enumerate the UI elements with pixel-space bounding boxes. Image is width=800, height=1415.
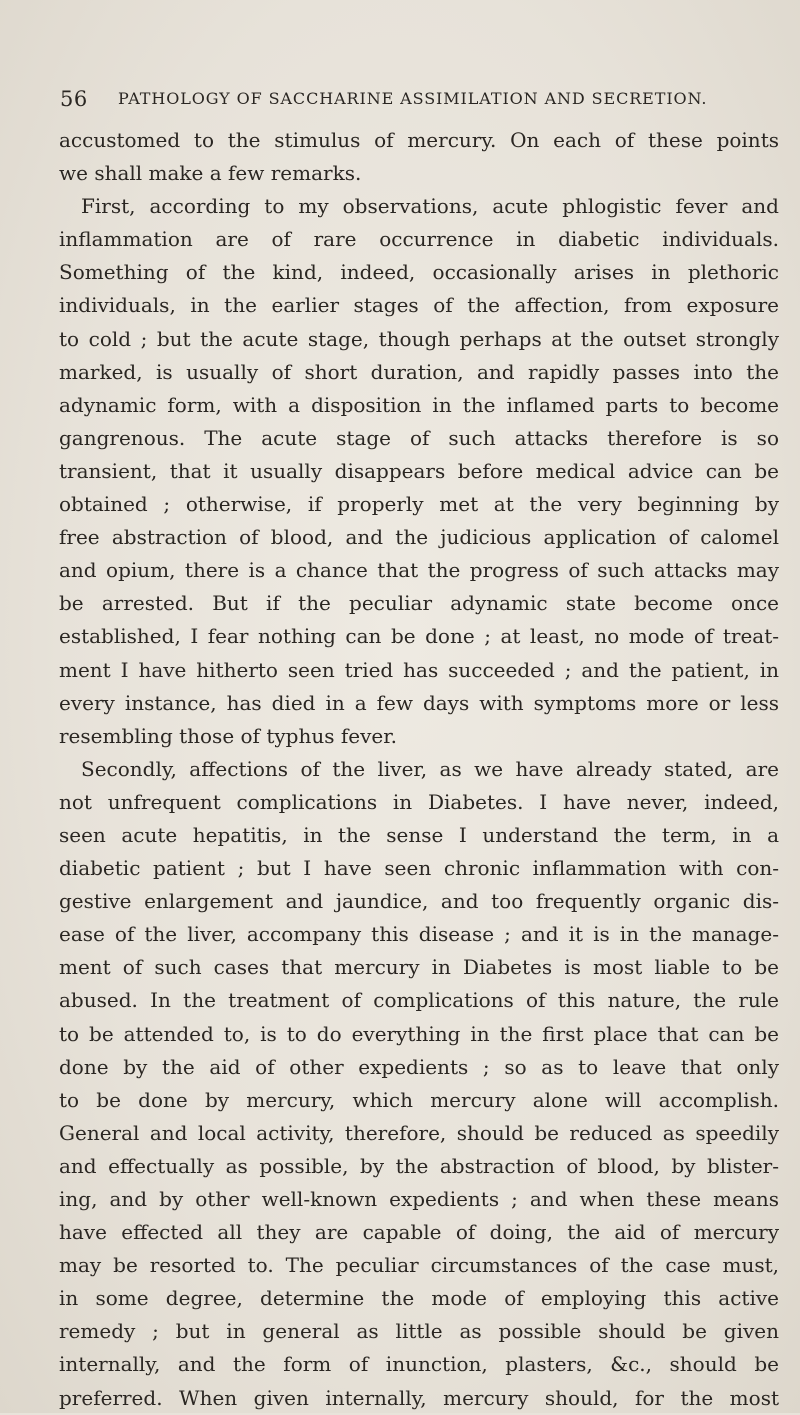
text-line: to cold ; but the acute stage, though perhaps at the outset strongly: [59, 326, 779, 351]
text-line: have effected all they are capable of doing, the aid of mercury: [59, 1220, 779, 1245]
text-line: First, according to my observations, acute phlogistic fever and: [81, 194, 779, 219]
text-line: General and local activity, therefore, should be reduced as speedily: [59, 1120, 779, 1145]
text-line: accustomed to the stimulus of mercury. On each of these points: [59, 128, 779, 152]
text-line: marked, is usually of short duration, and rapidly passes into the: [59, 359, 779, 384]
text-line: ment I have hitherto seen tried has succeeded ; and the patient, in: [59, 657, 779, 682]
running-title: PATHOLOGY OF SACCHARINE ASSIMILATION AND SECRETION.: [118, 89, 708, 108]
text-line: and opium, there is a chance that the progress of such attacks may: [59, 558, 779, 583]
text-line: individuals, in the earlier stages of the affection, from exposure: [59, 293, 779, 318]
text-line: and effectually as possible, by the abstraction of blood, by blister-: [59, 1153, 779, 1178]
text-line: in some degree, determine the mode of employing this active: [59, 1286, 779, 1311]
text-line: seen acute hepatitis, in the sense I understand the term, in a: [59, 822, 779, 847]
text-line: remedy ; but in general as little as possible should be given: [59, 1319, 779, 1344]
text-line: ing, and by other well-known expedients ; and when these means: [59, 1187, 779, 1211]
text-line: diabetic patient ; but I have seen chronic inflammation with con-: [59, 856, 779, 881]
text-line: Secondly, affections of the liver, as we have already stated, are: [81, 756, 779, 781]
text-line: to be done by mercury, which mercury alone will accomplish.: [59, 1087, 779, 1112]
text-line: obtained ; otherwise, if properly met at the very beginning by: [59, 492, 779, 517]
text-line: adynamic form, with a disposition in the inflamed parts to become: [59, 392, 779, 417]
text-line: to be attended to, is to do everything in the first place that can be: [59, 1021, 779, 1046]
text-line: Something of the kind, indeed, occasionally arises in plethoric: [59, 260, 779, 285]
text-line: internally, and the form of inunction, plasters, &c., should be: [59, 1352, 779, 1377]
text-line: transient, that it usually disappears before medical advice can be: [59, 458, 779, 483]
text-line: established, I fear nothing can be done ; at least, no mode of treat-: [59, 624, 779, 649]
text-line: ment of such cases that mercury in Diabetes is most liable to be: [59, 955, 779, 980]
text-line: be arrested. But if the peculiar adynamic state become once: [59, 591, 779, 616]
page-number: 56: [60, 87, 88, 111]
text-line: done by the aid of other expedients ; so as to leave that only: [59, 1054, 779, 1079]
text-line: we shall make a few remarks.: [59, 161, 362, 186]
text-line: preferred. When given internally, mercury should, for the most: [59, 1385, 779, 1410]
body-text: [59, 124, 779, 1415]
text-line: may be resorted to. The peculiar circumstances of the case must,: [59, 1253, 779, 1278]
text-line: gangrenous. The acute stage of such attacks therefore is so: [59, 425, 779, 450]
page-header: [60, 84, 780, 114]
text-line: gestive enlargement and jaundice, and too frequently organic dis-: [59, 889, 779, 914]
text-line: abused. In the treatment of complications of this nature, the rule: [59, 988, 779, 1013]
text-line: inflammation are of rare occurrence in diabetic individuals.: [59, 227, 779, 252]
text-line: free abstraction of blood, and the judicious application of calomel: [59, 525, 779, 550]
text-line: every instance, has died in a few days with symptoms more or less: [59, 690, 779, 715]
text-line: not unfrequent complications in Diabetes. I have never, indeed,: [59, 789, 779, 814]
text-line: ease of the liver, accompany this disease ; and it is in the manage-: [59, 922, 779, 947]
text-line: resembling those of typhus fever.: [59, 723, 397, 748]
